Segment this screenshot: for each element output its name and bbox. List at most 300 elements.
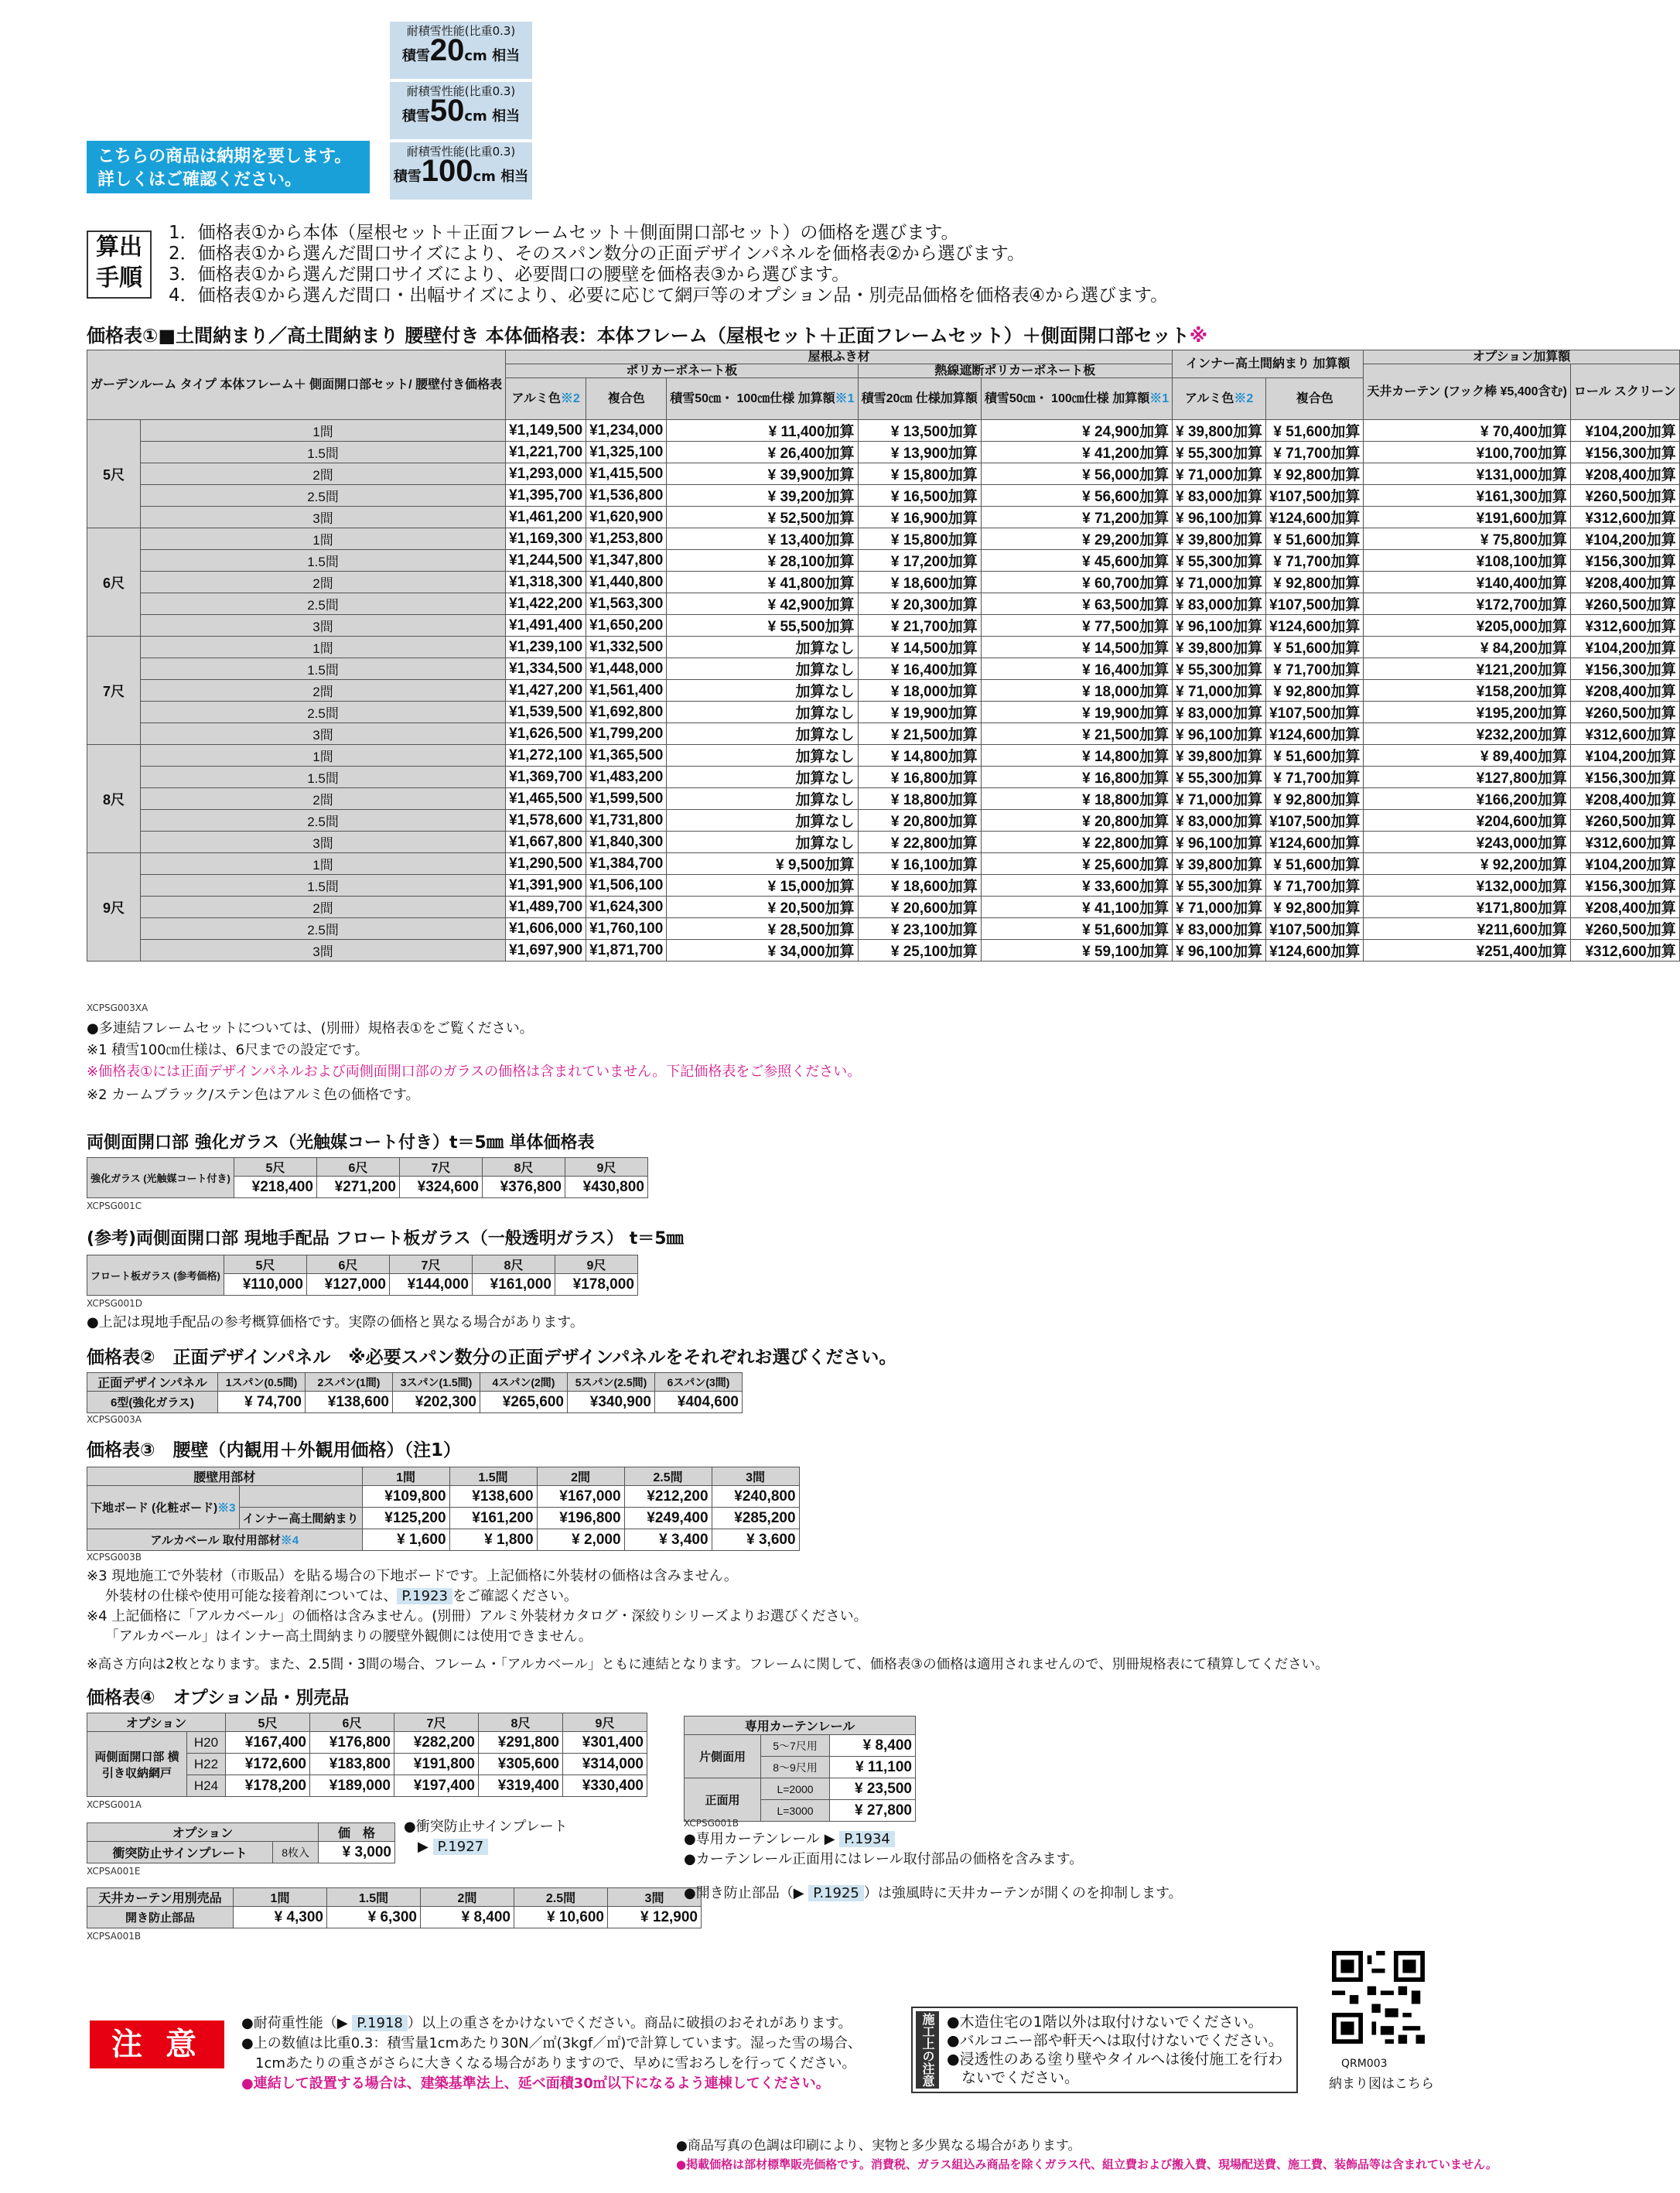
price-cell: ¥1,234,000 bbox=[586, 420, 667, 442]
inner-label: インナー高土間納まり bbox=[239, 1508, 362, 1529]
size-head: 3間 bbox=[712, 1467, 799, 1486]
page-ref-line: ▶ P.1927 bbox=[418, 1838, 488, 1857]
warning-line: ないでください。 bbox=[947, 2069, 1080, 2086]
snow-value: 積雪20cm 相当 bbox=[401, 33, 521, 67]
price-cell: ¥104,200加算 bbox=[1570, 745, 1679, 767]
price-row bbox=[87, 463, 1680, 485]
width-size-label: 8尺 bbox=[87, 745, 141, 853]
price-cell: ¥1,871,700 bbox=[586, 940, 667, 962]
price-cell: ¥1,626,500 bbox=[506, 723, 586, 745]
price-cell: ¥ 19,900加算 bbox=[981, 702, 1172, 723]
price-cell: ¥138,600 bbox=[306, 1392, 393, 1413]
rail-sub: L=2000 bbox=[761, 1778, 830, 1800]
price-cell: ¥ 3,600 bbox=[712, 1529, 799, 1551]
screen-door-label: 両側面開口部 横引き収納網戸 bbox=[87, 1732, 187, 1797]
price-cell: ¥1,650,200 bbox=[586, 615, 667, 637]
price-cell: ¥1,465,500 bbox=[506, 788, 586, 810]
snow-spec-label: 耐積雪性能(比重0.3) bbox=[406, 145, 516, 159]
price-cell: ¥104,200加算 bbox=[1570, 853, 1679, 875]
price-cell: ¥156,300加算 bbox=[1570, 442, 1679, 463]
price-cell: 加算なし bbox=[667, 637, 858, 658]
price-cell: ¥208,400加算 bbox=[1570, 680, 1679, 702]
price-cell: ¥1,489,700 bbox=[506, 897, 586, 918]
sign-name: 衝突防止サインプレート bbox=[87, 1842, 273, 1863]
price-cell: ¥109,800 bbox=[362, 1486, 449, 1508]
price-row bbox=[87, 853, 1680, 875]
price-cell: ¥ 96,100加算 bbox=[1173, 507, 1266, 528]
table-code: XCPSG003XA bbox=[87, 1003, 149, 1013]
curtain-label: 天井カーテン用別売品 bbox=[87, 1888, 234, 1907]
price-cell: ¥ 9,500加算 bbox=[667, 853, 858, 875]
table-code: XCPSG003A bbox=[87, 1414, 142, 1425]
size-head: 5尺 bbox=[234, 1158, 316, 1177]
price-cell: ¥251,400加算 bbox=[1364, 940, 1571, 962]
price-cell: ¥ 17,200加算 bbox=[858, 550, 981, 572]
price-cell: ¥1,169,300 bbox=[506, 528, 586, 550]
th-option: オプション加算額 bbox=[1364, 350, 1679, 364]
panel-table bbox=[87, 1372, 743, 1413]
span-label: 2間 bbox=[141, 680, 506, 702]
price-cell: 加算なし bbox=[667, 788, 858, 810]
price-cell: ¥ 1,600 bbox=[362, 1529, 449, 1551]
snow-value: 積雪50cm 相当 bbox=[401, 94, 521, 128]
price-cell: ¥1,624,300 bbox=[586, 897, 667, 918]
price-cell: ¥ 39,200加算 bbox=[667, 485, 858, 507]
price-cell: ¥ 16,400加算 bbox=[981, 658, 1172, 680]
price-cell: ¥ 18,800加算 bbox=[858, 788, 981, 810]
price-cell: ¥124,600加算 bbox=[1266, 940, 1364, 962]
price-cell: ¥205,000加算 bbox=[1364, 615, 1571, 637]
price-cell: ¥240,800 bbox=[712, 1486, 799, 1508]
price-cell: ¥189,000 bbox=[310, 1775, 394, 1797]
span-head: 1スパン(0.5間) bbox=[218, 1373, 306, 1392]
step-item: 3．価格表①から選んだ開口サイズにより、必要間口の腰壁を価格表③から選びます。 bbox=[169, 265, 850, 285]
price-cell: ¥260,500加算 bbox=[1570, 593, 1679, 615]
price-cell: ¥100,700加算 bbox=[1364, 442, 1571, 463]
price-cell: ¥ 26,400加算 bbox=[667, 442, 858, 463]
alucaveil-label: アルカベール 取付用部材※4 bbox=[87, 1529, 363, 1551]
width-size-label: 6尺 bbox=[87, 528, 141, 637]
price-row bbox=[87, 615, 1680, 637]
warning-line: ●木造住宅の1階以外は取付けないでください。 bbox=[947, 2014, 1263, 2031]
table-code: XCPSA001B bbox=[87, 1931, 142, 1942]
size-head: 1間 bbox=[362, 1467, 449, 1486]
price-cell: ¥172,600 bbox=[226, 1754, 310, 1775]
th-inner-fukugo: 複合色 bbox=[1266, 378, 1364, 420]
price-cell: ¥108,100加算 bbox=[1364, 550, 1571, 572]
price-row bbox=[87, 897, 1680, 918]
page-ref[interactable]: P.1934 bbox=[839, 1831, 895, 1847]
price-cell: ¥ 39,800加算 bbox=[1173, 637, 1266, 658]
span-label: 2間 bbox=[141, 572, 506, 593]
price-cell: ¥312,600加算 bbox=[1570, 832, 1679, 853]
price-cell: ¥107,500加算 bbox=[1266, 918, 1364, 940]
price-cell: ¥208,400加算 bbox=[1570, 463, 1679, 485]
calc-steps bbox=[169, 223, 1168, 306]
note-line: ●衝突防止サインプレート bbox=[404, 1819, 568, 1835]
price-cell: ¥127,800加算 bbox=[1364, 767, 1571, 788]
size-head: 6尺 bbox=[310, 1713, 394, 1732]
span-head: 3スパン(1.5間) bbox=[393, 1373, 480, 1392]
price-cell: ¥ 14,800加算 bbox=[981, 745, 1172, 767]
price-cell: ¥340,900 bbox=[568, 1392, 655, 1413]
footer-line: ●商品写真の色調は印刷により、実物と多少異なる場合があります。 bbox=[676, 2138, 1081, 2154]
step-item: 1．価格表①から本体（屋根セット＋正面フレームセット＋側面開口部セット）の価格を選びます。 bbox=[169, 223, 959, 243]
th-inner: インナー高土間納まり 加算額 bbox=[1173, 350, 1364, 378]
price-cell: ¥202,300 bbox=[393, 1392, 480, 1413]
price-row bbox=[87, 485, 1680, 507]
price-cell: ¥260,500加算 bbox=[1570, 702, 1679, 723]
width-size-label: 7尺 bbox=[87, 637, 141, 745]
price-cell: ¥ 14,800加算 bbox=[858, 745, 981, 767]
price-cell: ¥ 10,600 bbox=[514, 1907, 608, 1928]
board-label: 下地ボード (化粧ボード)※3 bbox=[87, 1486, 240, 1529]
price-cell: ¥1,697,900 bbox=[506, 940, 586, 962]
price-cell: ¥127,000 bbox=[306, 1274, 389, 1296]
qr-label: QRM003 bbox=[1341, 2058, 1388, 2070]
price-cell: ¥ 71,700加算 bbox=[1266, 442, 1364, 463]
span-label: 2.5間 bbox=[141, 702, 506, 723]
price-cell: 加算なし bbox=[667, 745, 858, 767]
blank-cell bbox=[239, 1486, 362, 1508]
price-row bbox=[87, 702, 1680, 723]
option-table bbox=[87, 1713, 647, 1797]
span-label: 3間 bbox=[141, 832, 506, 853]
price-cell: ¥1,325,100 bbox=[586, 442, 667, 463]
price-cell: ¥ 21,500加算 bbox=[981, 723, 1172, 745]
price-cell: ¥1,239,100 bbox=[506, 637, 586, 658]
price-cell: ¥ 83,000加算 bbox=[1173, 702, 1266, 723]
price-cell: ¥ 33,600加算 bbox=[981, 875, 1172, 897]
span-label: 3間 bbox=[141, 723, 506, 745]
span-label: 1.5間 bbox=[141, 767, 506, 788]
price-cell: 加算なし bbox=[667, 658, 858, 680]
price-row bbox=[87, 572, 1680, 593]
price-cell: ¥1,606,000 bbox=[506, 918, 586, 940]
price-cell: ¥1,536,800 bbox=[586, 485, 667, 507]
price-cell: ¥ 55,500加算 bbox=[667, 615, 858, 637]
th-alumi: アルミ色※2 bbox=[506, 378, 586, 420]
price-cell: ¥1,347,800 bbox=[586, 550, 667, 572]
price-cell: ¥156,300加算 bbox=[1570, 658, 1679, 680]
span-label: 1.5間 bbox=[141, 875, 506, 897]
size-head: 3間 bbox=[608, 1888, 702, 1907]
price-cell: ¥167,400 bbox=[226, 1732, 310, 1754]
th-poly: ポリカーボネート板 bbox=[506, 364, 858, 378]
price-row bbox=[87, 788, 1680, 810]
price-cell: ¥271,200 bbox=[316, 1177, 399, 1198]
price-cell: ¥ 59,100加算 bbox=[981, 940, 1172, 962]
price-cell: ¥ 92,200加算 bbox=[1364, 853, 1571, 875]
price-cell: ¥ 25,600加算 bbox=[981, 853, 1172, 875]
price-cell: ¥ 25,100加算 bbox=[858, 940, 981, 962]
price-cell: ¥ 63,500加算 bbox=[981, 593, 1172, 615]
price-cell: ¥ 83,000加算 bbox=[1173, 918, 1266, 940]
price-cell: ¥191,600加算 bbox=[1364, 507, 1571, 528]
price-cell: ¥176,800 bbox=[310, 1732, 394, 1754]
price-cell: ¥144,000 bbox=[389, 1274, 472, 1296]
price-cell: ¥ 16,900加算 bbox=[858, 507, 981, 528]
price-cell: ¥1,334,500 bbox=[506, 658, 586, 680]
price-cell: ¥ 71,700加算 bbox=[1266, 767, 1364, 788]
price-cell: ¥ 92,800加算 bbox=[1266, 897, 1364, 918]
price-cell: ¥ 51,600加算 bbox=[1266, 853, 1364, 875]
note-line: ※価格表①には正面デザインパネルおよび両側面開口部のガラスの価格は含まれていません。下記価格表をご参照ください。 bbox=[87, 1064, 862, 1080]
price-cell: ¥265,600 bbox=[480, 1392, 568, 1413]
price-cell: ¥1,244,500 bbox=[506, 550, 586, 572]
price-row bbox=[87, 940, 1680, 962]
price-cell: ¥ 11,100 bbox=[830, 1757, 916, 1778]
price-cell: ¥ 55,300加算 bbox=[1173, 442, 1266, 463]
size-head: 1.5間 bbox=[327, 1888, 421, 1907]
span-label: 2.5間 bbox=[141, 593, 506, 615]
price-cell: ¥ 96,100加算 bbox=[1173, 615, 1266, 637]
price-cell: ¥232,200加算 bbox=[1364, 723, 1571, 745]
price-cell: ¥ 24,900加算 bbox=[981, 420, 1172, 442]
price-cell: ¥ 71,000加算 bbox=[1173, 788, 1266, 810]
price-cell: ¥430,800 bbox=[565, 1177, 647, 1198]
main-price-table bbox=[87, 350, 1680, 962]
price-cell: ¥ 71,700加算 bbox=[1266, 550, 1364, 572]
price-cell: ¥161,300加算 bbox=[1364, 485, 1571, 507]
price-cell: ¥178,200 bbox=[226, 1775, 310, 1797]
price-cell: ¥ 84,200加算 bbox=[1364, 637, 1571, 658]
price-cell: ¥ 18,000加算 bbox=[981, 680, 1172, 702]
price-row bbox=[87, 832, 1680, 853]
table-code: XCPSG001C bbox=[87, 1201, 142, 1211]
price-cell: ¥1,395,700 bbox=[506, 485, 586, 507]
size-head: 6尺 bbox=[316, 1158, 399, 1177]
option-label: オプション bbox=[87, 1823, 319, 1842]
span-label: 3間 bbox=[141, 507, 506, 528]
price-cell: ¥ 12,900 bbox=[608, 1907, 702, 1928]
price-cell: ¥ 8,400 bbox=[421, 1907, 514, 1928]
price-cell: ¥ 71,000加算 bbox=[1173, 897, 1266, 918]
calc-procedure-label bbox=[87, 231, 152, 299]
price-cell: ¥171,800加算 bbox=[1364, 897, 1571, 918]
price-cell: ¥ 71,700加算 bbox=[1266, 875, 1364, 897]
price-cell: ¥ 21,500加算 bbox=[858, 723, 981, 745]
table-code: XCPSA001E bbox=[87, 1866, 141, 1877]
wall-label: 腰壁用部材 bbox=[87, 1467, 363, 1486]
price-cell: ¥1,332,500 bbox=[586, 637, 667, 658]
note-line: ●専用カーテンレール ▶ P.1934 bbox=[684, 1830, 895, 1849]
price-cell: ¥ 60,700加算 bbox=[981, 572, 1172, 593]
price-cell: ¥319,400 bbox=[479, 1775, 563, 1797]
span-head: 4スパン(2間) bbox=[480, 1373, 568, 1392]
wall-title: 価格表③ 腰壁（内観用＋外観用価格）（注1） bbox=[87, 1440, 461, 1460]
caution-badge: 注 意 bbox=[90, 2020, 224, 2068]
price-cell: ¥104,200加算 bbox=[1570, 637, 1679, 658]
caution-line: ●耐荷重性能（▶ P.1918 ）以上の重さをかけないでください。商品に破損のおそれがあります。 bbox=[241, 2015, 852, 2031]
price-cell: ¥312,600加算 bbox=[1570, 723, 1679, 745]
note-line: ●多連結フレームセットについては、(別冊）規格表①をご覧ください。 bbox=[87, 1020, 534, 1037]
table-code: XCPSG003B bbox=[87, 1552, 142, 1563]
size-head: 1間 bbox=[234, 1888, 327, 1907]
price-cell: ¥312,600加算 bbox=[1570, 507, 1679, 528]
price-cell: ¥ 74,700 bbox=[218, 1392, 306, 1413]
price-row bbox=[87, 745, 1680, 767]
price-cell: ¥ 1,800 bbox=[449, 1529, 537, 1551]
price-cell: ¥ 83,000加算 bbox=[1173, 810, 1266, 832]
rail-group: 片側面用 bbox=[685, 1735, 761, 1778]
price-cell: ¥ 13,900加算 bbox=[858, 442, 981, 463]
price-cell: ¥1,318,300 bbox=[506, 572, 586, 593]
price-cell: ¥1,461,200 bbox=[506, 507, 586, 528]
float-label: フロート板ガラス (参考価格) bbox=[87, 1255, 224, 1296]
price-cell: ¥158,200加算 bbox=[1364, 680, 1571, 702]
size-head: 5尺 bbox=[226, 1713, 310, 1732]
warning-line: ●浸透性のある塗り壁やタイルへは後付施工を行わ bbox=[947, 2051, 1283, 2068]
price-cell: ¥ 21,700加算 bbox=[858, 615, 981, 637]
price-cell: ¥1,253,800 bbox=[586, 528, 667, 550]
span-label: 2間 bbox=[141, 463, 506, 485]
width-size-label: 5尺 bbox=[87, 420, 141, 528]
size-head: 9尺 bbox=[563, 1713, 647, 1732]
glass-table bbox=[87, 1157, 648, 1198]
price-cell: ¥ 92,800加算 bbox=[1266, 680, 1364, 702]
th-inner-alumi: アルミ色※2 bbox=[1173, 378, 1266, 420]
panel-row-label: 6型(強化ガラス) bbox=[87, 1392, 218, 1413]
page-ref[interactable]: P.1923 bbox=[397, 1588, 452, 1604]
price-cell: ¥183,800 bbox=[310, 1754, 394, 1775]
price-cell: ¥ 96,100加算 bbox=[1173, 723, 1266, 745]
float-table bbox=[87, 1255, 638, 1296]
calc-label-line: 算出 bbox=[96, 234, 142, 261]
curtain-table bbox=[87, 1887, 702, 1928]
price-cell: ¥ 39,800加算 bbox=[1173, 745, 1266, 767]
rail-sub: 8〜9尺用 bbox=[761, 1757, 830, 1778]
page-ref[interactable]: P.1918 bbox=[352, 2015, 408, 2031]
price-cell: ¥124,600加算 bbox=[1266, 507, 1364, 528]
note-line: ※4 上記価格に「アルカベール」の価格は含みません。(別冊）アルミ外装材カタログ・深絞りシリーズよりお選びください。 bbox=[87, 1608, 868, 1624]
note-line: ※高さ方向は2枚となります。また、2.5間・3間の場合、フレーム・「アルカベール」ともに連結となります。フレームに関して、価格表③の価格は適用されませんので、別冊規格表にて積算してください。 bbox=[87, 1657, 1329, 1672]
glass-title: 両側面開口部 強化ガラス（光触媒コート付き）t＝5㎜ 単体価格表 bbox=[87, 1133, 595, 1153]
price-cell: ¥330,400 bbox=[563, 1775, 647, 1797]
price-cell: ¥178,000 bbox=[555, 1274, 637, 1296]
price-cell: ¥ 18,600加算 bbox=[858, 572, 981, 593]
price-cell: ¥1,667,800 bbox=[506, 832, 586, 853]
span-label: 2.5間 bbox=[141, 485, 506, 507]
price-cell: ¥167,000 bbox=[537, 1486, 624, 1508]
price-cell: 加算なし bbox=[667, 702, 858, 723]
price-cell: ¥ 51,600加算 bbox=[1266, 420, 1364, 442]
span-label: 3間 bbox=[141, 940, 506, 962]
note-line: ※1 積雪100㎝仕様は、6尺までの設定です。 bbox=[87, 1042, 369, 1058]
price-row bbox=[87, 767, 1680, 788]
price-cell: ¥ 39,800加算 bbox=[1173, 853, 1266, 875]
span-label: 2間 bbox=[141, 788, 506, 810]
price-cell: ¥260,500加算 bbox=[1570, 485, 1679, 507]
rail-sub: L=3000 bbox=[761, 1800, 830, 1822]
height-label: H20 bbox=[187, 1732, 226, 1754]
span-label: 1.5間 bbox=[141, 550, 506, 572]
price-row bbox=[87, 507, 1680, 528]
price-cell: ¥ 83,000加算 bbox=[1173, 593, 1266, 615]
price-cell: ¥ 14,500加算 bbox=[981, 637, 1172, 658]
price-cell: ¥208,400加算 bbox=[1570, 572, 1679, 593]
price-cell: ¥ 15,000加算 bbox=[667, 875, 858, 897]
price-cell: ¥196,800 bbox=[537, 1508, 624, 1529]
snow-spec-label: 耐積雪性能(比重0.3) bbox=[406, 84, 516, 98]
price-cell: ¥ 19,900加算 bbox=[858, 702, 981, 723]
price-head: 価 格 bbox=[319, 1823, 395, 1842]
note-line: ●カーテンレール正面用にはレール取付部品の価格を含みます。 bbox=[684, 1851, 1084, 1867]
price-cell: ¥ 52,500加算 bbox=[667, 507, 858, 528]
price-cell: 加算なし bbox=[667, 680, 858, 702]
span-label: 1間 bbox=[141, 420, 506, 442]
price-cell: ¥161,200 bbox=[449, 1508, 537, 1529]
price-cell: ¥ 71,000加算 bbox=[1173, 463, 1266, 485]
option-title: 価格表④ オプション品・別売品 bbox=[87, 1688, 350, 1708]
price-cell: ¥1,760,100 bbox=[586, 918, 667, 940]
span-label: 1間 bbox=[141, 853, 506, 875]
page-ref[interactable]: P.1927 bbox=[433, 1839, 489, 1855]
qr-code[interactable] bbox=[1332, 1951, 1425, 2044]
price-cell: ¥ 39,800加算 bbox=[1173, 420, 1266, 442]
calc-label-line: 手順 bbox=[96, 265, 142, 292]
page-ref[interactable]: P.1925 bbox=[808, 1885, 864, 1901]
price-cell: ¥ 16,800加算 bbox=[858, 767, 981, 788]
footer-line: ●掲載価格は部材標準販売価格です。消費税、ガラス組込み商品を除くガラス代、組立費および搬入費、現場配送費、施工費、装飾品等は含まれていません。 bbox=[676, 2157, 1497, 2171]
price-cell: ¥ 34,000加算 bbox=[667, 940, 858, 962]
price-cell: ¥ 13,500加算 bbox=[858, 420, 981, 442]
price-cell: ¥ 41,200加算 bbox=[981, 442, 1172, 463]
price-cell: ¥ 18,600加算 bbox=[858, 875, 981, 897]
price-cell: ¥1,483,200 bbox=[586, 767, 667, 788]
price-cell: ¥291,800 bbox=[479, 1732, 563, 1754]
price-cell: ¥104,200加算 bbox=[1570, 528, 1679, 550]
price-cell: ¥208,400加算 bbox=[1570, 788, 1679, 810]
price-cell: ¥156,300加算 bbox=[1570, 875, 1679, 897]
price-cell: ¥110,000 bbox=[224, 1274, 306, 1296]
price-cell: ¥ 14,500加算 bbox=[858, 637, 981, 658]
price-row bbox=[87, 723, 1680, 745]
notice-line: こちらの商品は納期を要します。 bbox=[97, 147, 352, 166]
price-cell: ¥ 71,200加算 bbox=[981, 507, 1172, 528]
price-cell: ¥ 20,600加算 bbox=[858, 897, 981, 918]
span-label: 1間 bbox=[141, 637, 506, 658]
price-row bbox=[87, 442, 1680, 463]
table1-title: 価格表①■土間納まり／高土間納まり 腰壁付き 本体価格表：本体フレーム（屋根セット＋正面フレームセット）＋側面開口部セット※ bbox=[87, 325, 1208, 347]
price-cell: ¥1,731,800 bbox=[586, 810, 667, 832]
price-cell: ¥107,500加算 bbox=[1266, 485, 1364, 507]
price-cell: ¥243,000加算 bbox=[1364, 832, 1571, 853]
sign-table bbox=[87, 1822, 395, 1863]
price-cell: ¥ 39,800加算 bbox=[1173, 528, 1266, 550]
delivery-notice bbox=[87, 141, 370, 193]
price-cell: ¥1,384,700 bbox=[586, 853, 667, 875]
price-cell: ¥124,600加算 bbox=[1266, 723, 1364, 745]
price-cell: ¥ 77,500加算 bbox=[981, 615, 1172, 637]
price-cell: ¥156,300加算 bbox=[1570, 550, 1679, 572]
span-label: 2.5間 bbox=[141, 810, 506, 832]
price-cell: ¥212,200 bbox=[624, 1486, 712, 1508]
th-roof: 屋根ふき材 bbox=[506, 350, 1173, 364]
price-row bbox=[87, 810, 1680, 832]
size-head: 2間 bbox=[537, 1467, 624, 1486]
price-cell: ¥ 29,200加算 bbox=[981, 528, 1172, 550]
price-cell: ¥ 4,300 bbox=[234, 1907, 327, 1928]
price-cell: ¥ 51,600加算 bbox=[981, 918, 1172, 940]
size-head: 7尺 bbox=[399, 1158, 482, 1177]
price-cell: ¥ 3,400 bbox=[624, 1529, 712, 1551]
price-cell: ¥1,293,000 bbox=[506, 463, 586, 485]
price-row bbox=[87, 637, 1680, 658]
price-cell: ¥104,200加算 bbox=[1570, 420, 1679, 442]
snow-spec-label: 耐積雪性能(比重0.3) bbox=[406, 24, 516, 38]
price-cell: ¥1,448,000 bbox=[586, 658, 667, 680]
